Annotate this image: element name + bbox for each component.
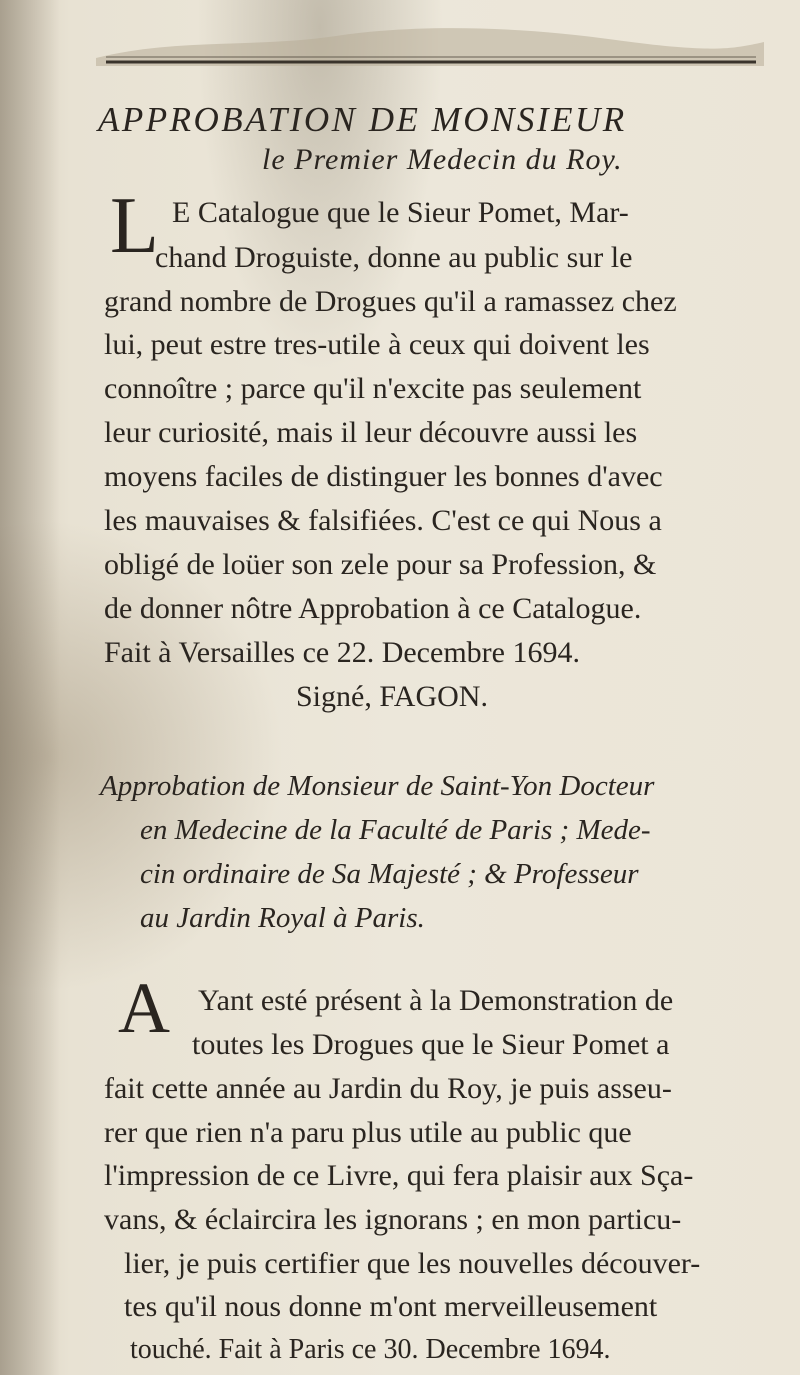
heading-line: cin ordinaire de Sa Majesté ; & Professeur (140, 858, 639, 890)
approbation-fagon-heading: APPROBATION DE MONSIEUR (98, 100, 627, 139)
page-gutter-shadow (0, 0, 60, 1375)
drop-cap-letter: A (118, 968, 170, 1048)
heading-line: Approbation de Monsieur de Saint-Yon Docteur (100, 770, 655, 802)
text-line: les mauvaises & falsifiées. C'est ce qui Nous a (104, 504, 662, 537)
text-line: lui, peut estre tres-utile à ceux qui doivent les (104, 328, 650, 361)
text-line: leur curiosité, mais il leur découvre aussi les (104, 416, 638, 449)
text-line: toutes les Drogues que le Sieur Pomet a (192, 1028, 670, 1061)
signature: Signé, FAGON. (296, 680, 488, 713)
drop-cap-letter: L (110, 182, 159, 270)
text-line: grand nombre de Drogues qu'il a ramassez chez (104, 285, 677, 318)
text-line: vans, & éclaircira les ignorans ; en mon particu- (104, 1203, 682, 1236)
text-line: Fait à Versailles ce 22. Decembre 1694. (104, 636, 580, 669)
text-line: l'impression de ce Livre, qui fera plaisir aux Sça- (104, 1159, 694, 1192)
text-line: rer que rien n'a paru plus utile au public que (104, 1116, 632, 1149)
decorative-header-ornament (96, 18, 764, 66)
text-line: obligé de loüer son zele pour sa Profession, & (104, 548, 657, 581)
text-line: E Catalogue que le Sieur Pomet, Mar- (172, 196, 629, 229)
text-line: de donner nôtre Approbation à ce Catalogue. (104, 592, 642, 625)
heading-line: en Medecine de la Faculté de Paris ; Mede- (140, 814, 651, 846)
text-line: tes qu'il nous donne m'ont merveilleusement (124, 1290, 658, 1323)
approbation-fagon-subheading: le Premier Medecin du Roy. (262, 143, 623, 176)
text-line: lier, je puis certifier que les nouvelles découver- (124, 1247, 701, 1280)
text-line: chand Droguiste, donne au public sur le (155, 241, 633, 274)
text-line: Yant esté présent à la Demonstration de (198, 984, 674, 1017)
text-line: moyens faciles de distinguer les bonnes d'avec (104, 460, 663, 493)
text-line: connoître ; parce qu'il n'excite pas seulement (104, 372, 642, 405)
heading-line: au Jardin Royal à Paris. (140, 902, 425, 934)
text-line: touché. Fait à Paris ce 30. Decembre 1694. (130, 1334, 611, 1365)
text-line: fait cette année au Jardin du Roy, je puis asseu- (104, 1072, 672, 1105)
